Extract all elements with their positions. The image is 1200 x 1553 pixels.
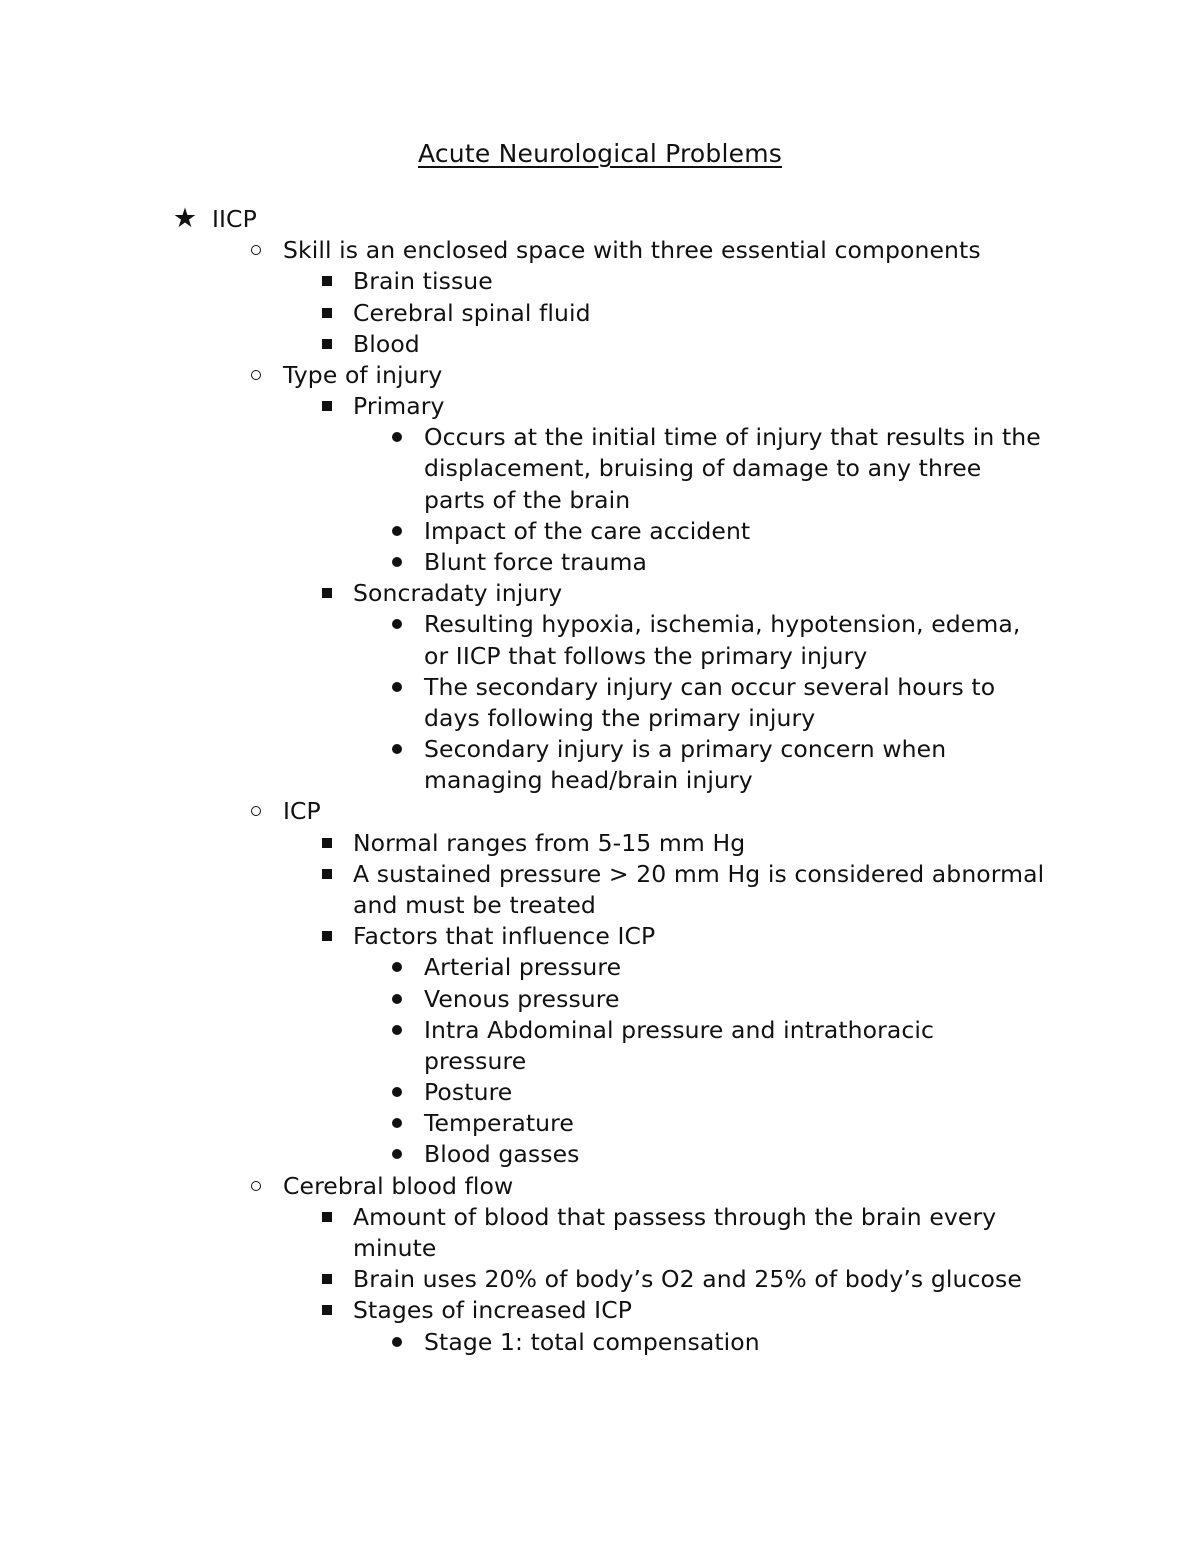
outline-line-text: Resulting hypoxia, ischemia, hypotension, edema, — [424, 610, 1021, 639]
page-title: Acute Neurological Problems — [418, 139, 782, 168]
outline-line-text: Intra Abdominal pressure and intrathoracic — [424, 1015, 935, 1044]
outline-line-text: and must be treated — [353, 891, 596, 919]
dot-icon — [385, 1326, 409, 1358]
outline-line-text: Venous pressure — [424, 984, 620, 1013]
dot-icon — [385, 671, 409, 703]
dot-icon — [385, 515, 409, 547]
square-icon — [315, 1201, 339, 1233]
outline-line-level-3 — [0, 297, 1200, 329]
outline-line-level-3 — [0, 827, 1200, 859]
dot-icon — [385, 608, 409, 640]
outline-line-text: Temperature — [424, 1109, 574, 1138]
outline-line-level-3 — [0, 1232, 1200, 1264]
outline-line-level-3 — [0, 1263, 1200, 1295]
outline-line-level-4 — [0, 1138, 1200, 1170]
outline-line-text: IICP — [212, 205, 257, 233]
outline-line-level-4 — [0, 515, 1200, 547]
outline-line-text: Brain uses 20% of body’s O2 and 25% of body’s glucose — [353, 1265, 1022, 1294]
outline-line-level-4 — [0, 452, 1200, 484]
outline-line-text: Posture — [424, 1078, 513, 1106]
outline-line-level-4 — [0, 702, 1200, 734]
outline-line-level-4 — [0, 640, 1200, 672]
dot-icon — [385, 983, 409, 1015]
outline-line-level-3 — [0, 265, 1200, 297]
outline-line-level-3 — [0, 328, 1200, 360]
outline-line-text: Type of injury — [283, 360, 443, 389]
outline-line-text: Primary — [353, 392, 445, 421]
dot-icon — [385, 951, 409, 983]
outline-line-text: Secondary injury is a primary concern when — [424, 735, 947, 764]
square-icon — [315, 297, 339, 329]
outline-line-level-4 — [0, 733, 1200, 765]
outline-line-level-4 — [0, 421, 1200, 453]
outline-line-text: Arterial pressure — [424, 953, 622, 982]
square-icon — [315, 390, 339, 422]
outline-line-text: Occurs at the initial time of injury that results in the — [424, 423, 1041, 452]
outline-line-text: parts of the brain — [424, 485, 631, 514]
outline-line-text: Soncradaty injury — [353, 579, 563, 608]
outline-line-level-2 — [0, 1170, 1200, 1202]
outline-line-text: days following the primary injury — [424, 703, 816, 732]
outline-line-text: minute — [353, 1233, 437, 1262]
outline-line-text: A sustained pressure > 20 mm Hg is considered abnormal — [353, 859, 1045, 888]
dot-icon — [385, 733, 409, 765]
hollow-circle-icon — [244, 234, 268, 266]
outline-line-level-1 — [0, 203, 1200, 235]
outline-line-level-4 — [0, 608, 1200, 640]
outline-line-level-4 — [0, 1045, 1200, 1077]
outline-line-level-4 — [0, 764, 1200, 796]
outline-line-text: Impact of the care accident — [424, 516, 751, 545]
outline-line-text: The secondary injury can occur several hours to — [424, 672, 996, 701]
outline-line-text: Cerebral blood flow — [283, 1171, 514, 1200]
outline-line-level-3 — [0, 889, 1200, 921]
square-icon — [315, 265, 339, 297]
outline-line-text: pressure — [424, 1046, 527, 1075]
outline-line-text: ICP — [283, 797, 321, 826]
square-icon — [315, 1263, 339, 1295]
outline-line-level-4 — [0, 1326, 1200, 1358]
outline-line-level-2 — [0, 795, 1200, 827]
hollow-circle-icon — [244, 1170, 268, 1202]
outline-line-text: Stages of increased ICP — [353, 1296, 632, 1325]
outline-line-level-2 — [0, 234, 1200, 266]
outline-line-level-4 — [0, 546, 1200, 578]
outline-line-text: Skill is an enclosed space with three essential components — [283, 236, 981, 265]
outline-line-text: managing head/brain injury — [424, 766, 753, 795]
outline-line-level-3 — [0, 920, 1200, 952]
outline-line-level-3 — [0, 858, 1200, 890]
outline-line-level-4 — [0, 1076, 1200, 1108]
dot-icon — [385, 546, 409, 578]
square-icon — [315, 577, 339, 609]
outline-line-text: Brain tissue — [353, 267, 493, 296]
square-icon — [315, 920, 339, 952]
outline-line-text: Blunt force trauma — [424, 548, 648, 576]
dot-icon — [385, 1138, 409, 1170]
outline-line-level-4 — [0, 671, 1200, 703]
dot-icon — [385, 1014, 409, 1046]
outline-line-text: Amount of blood that passess through the brain every — [353, 1202, 997, 1231]
outline-line-text: Normal ranges from 5-15 mm Hg — [353, 828, 746, 857]
square-icon — [315, 858, 339, 890]
star-icon: ★ — [172, 203, 198, 234]
outline-line-level-4 — [0, 1014, 1200, 1046]
outline-line-level-4 — [0, 484, 1200, 516]
outline-line-text: displacement, bruising of damage to any three — [424, 454, 982, 483]
outline-line-text: Blood — [353, 329, 420, 358]
outline-line-text: Blood gasses — [424, 1140, 580, 1169]
outline-line-text: or IICP that follows the primary injury — [424, 641, 868, 670]
dot-icon — [385, 421, 409, 453]
hollow-circle-icon — [244, 359, 268, 391]
outline-line-level-2 — [0, 359, 1200, 391]
outline-line-level-4 — [0, 983, 1200, 1015]
square-icon — [315, 328, 339, 360]
square-icon — [315, 1294, 339, 1326]
outline-line-level-4 — [0, 1107, 1200, 1139]
outline-line-text: Factors that influence ICP — [353, 922, 656, 951]
outline-line-level-3 — [0, 1294, 1200, 1326]
outline-line-level-3 — [0, 577, 1200, 609]
hollow-circle-icon — [244, 795, 268, 827]
square-icon — [315, 827, 339, 859]
dot-icon — [385, 1107, 409, 1139]
dot-icon — [385, 1076, 409, 1108]
outline-line-text: Cerebral spinal fluid — [353, 298, 591, 327]
outline-line-text: Stage 1: total compensation — [424, 1327, 760, 1356]
outline-line-level-4 — [0, 951, 1200, 983]
outline-line-level-3 — [0, 390, 1200, 422]
outline-line-level-3 — [0, 1201, 1200, 1233]
